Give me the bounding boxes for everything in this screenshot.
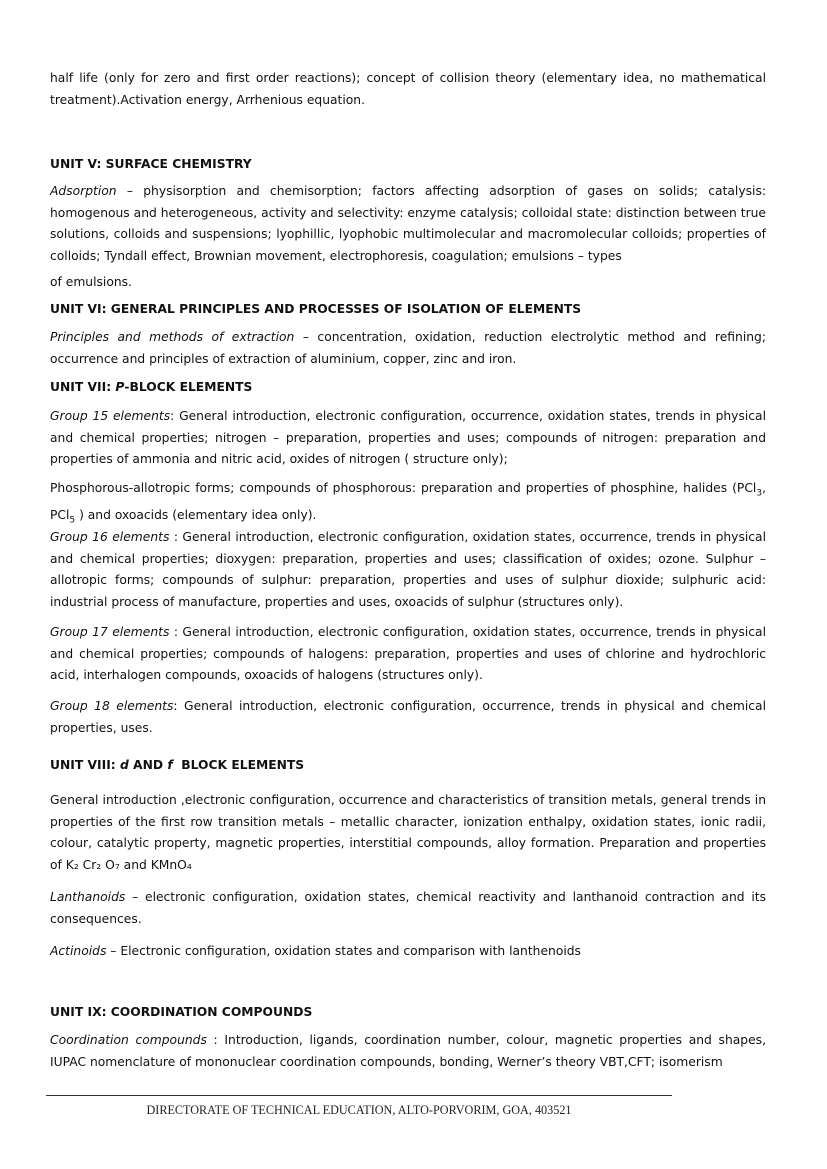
phos-sub-5: 5 (69, 515, 76, 526)
group17-paragraph (50, 622, 766, 687)
unit6-paragraph (50, 327, 766, 370)
group16-paragraph (50, 527, 766, 613)
unit8-general-paragraph (50, 790, 766, 876)
unit8-heading (50, 755, 766, 777)
group18-body: : General introduction, electronic configuration, occurrence, trends in physical and chemical properties, uses. (50, 699, 766, 735)
unit8-heading-suffix: BLOCK ELEMENTS (172, 758, 305, 772)
group16-lead: Group 16 elements (50, 530, 170, 544)
unit5-lead: Adsorption (50, 184, 117, 198)
phos-text-c: ) and oxoacids (elementary idea only). (75, 507, 317, 522)
lanthanoids-lead: Lanthanoids (50, 890, 126, 904)
group15-lead: Group 15 elements (50, 409, 171, 423)
unit9-body: : Introduction, ligands, coordination number, colour, magnetic properties and shapes, IUPAC nomenclature of mononuclear coordination compounds, bonding, Werner’s theory VBT,CFT; isomerism (50, 1033, 766, 1069)
footer-rule (46, 1095, 672, 1096)
actinoids-body: – Electronic configuration, oxidation states and comparison with lanthenoids (106, 944, 581, 958)
group17-body: : General introduction, electronic configuration, oxidation states, occurrence, trends in physical and chemical properties; compounds of halogens: preparation, properties and uses of chlorine and hydrochloric acid, interhalogen compounds, oxoacids of halogens (structures only). (50, 625, 766, 682)
group18-paragraph (50, 696, 766, 739)
unit7-heading-prefix: UNIT VII: (50, 380, 116, 394)
unit5-heading: UNIT V: SURFACE CHEMISTRY (50, 157, 252, 171)
unit5-body: – physisorption and chemisorption; factors affecting adsorption of gases on solids; catalysis: homogenous and heterogeneous, activity and selectivity: enzyme catalysis; colloidal state: distinction between true solutions, colloids and suspensions; lyophillic, lyophobic multimolecular and macromolecular colloids; properties of colloids; Tyndall effect, Brownian movement, electrophoresis, coagulation; emulsions – types (50, 184, 766, 263)
unit6-heading: UNIT VI: GENERAL PRINCIPLES AND PROCESSES OF ISOLATION OF ELEMENTS (50, 302, 582, 316)
unit8-heading-f: f (167, 758, 173, 772)
unit7-heading-p: P (115, 380, 125, 394)
group18-lead: Group 18 elements (50, 699, 174, 713)
phos-text-a: Phosphorous-allotropic forms; compounds of phosphorous: preparation and properties of phosphine, halides (PCl (50, 481, 757, 495)
phosphorous-paragraph (50, 478, 766, 532)
unit7-heading (50, 377, 766, 399)
phos-text-b: , PCl (50, 481, 766, 522)
intro-paragraph (50, 68, 766, 111)
unit5-tail: of emulsions. (50, 275, 132, 289)
unit9-lead: Coordination compounds (50, 1033, 207, 1047)
unit7-heading-suffix: -BLOCK ELEMENTS (124, 380, 253, 394)
unit6-body: – concentration, oxidation, reduction electrolytic method and refining; occurrence and principles of extraction of aluminium, copper, zinc and iron. (50, 330, 766, 366)
unit5-paragraph (50, 181, 766, 267)
lanthanoids-paragraph (50, 887, 766, 930)
group15-body: : General introduction, electronic configuration, occurrence, oxidation states, trends in physical and chemical properties; nitrogen – preparation, properties and uses; compounds of nitrogen: preparation and properties of ammonia and nitric acid, oxides of nitrogen ( structure only); (50, 409, 766, 466)
group17-lead: Group 17 elements (50, 625, 170, 639)
unit9-heading: UNIT IX: COORDINATION COMPOUNDS (50, 1005, 313, 1019)
unit8-heading-prefix: UNIT VIII: (50, 758, 120, 772)
unit8-heading-d: d (119, 758, 129, 772)
page-footer: DIRECTORATE OF TECHNICAL EDUCATION, ALTO-PORVORIM, GOA, 403521 (146, 1103, 572, 1117)
unit8-heading-and: AND (128, 758, 168, 772)
intro-text: half life (only for zero and first order reactions); concept of collision theory (elementary idea, no mathematical treatment).Activation energy, Arrhenious equation. (50, 71, 766, 107)
unit6-lead: Principles and methods of extraction (50, 330, 295, 344)
actinoids-paragraph (50, 941, 766, 963)
group16-body: : General introduction, electronic configuration, oxidation states, occurrence, trends in physical and chemical properties; dioxygen: preparation, properties and uses; classification of oxides; ozone. Sulphur – allotropic forms; compounds of sulphur: preparation, properties and uses of sulphur dioxide; sulphuric acid: industrial process of manufacture, properties and uses, oxoacids of sulphur (structures only). (50, 530, 766, 609)
unit8-general-text: General introduction ,electronic configuration, occurrence and characteristics of transition metals, general trends in properties of the first row transition metals – metallic character, ionization enthalpy, oxidation states, ionic radii, colour, catalytic property, magnetic properties, interstitial compounds, alloy formation. Preparation and properties of K₂ Cr₂ O₇ and KMnO₄ (50, 793, 766, 872)
group15-paragraph (50, 406, 766, 471)
phos-sub-3: 3 (756, 488, 763, 499)
lanthanoids-body: – electronic configuration, oxidation states, chemical reactivity and lanthanoid contraction and its consequences. (50, 890, 766, 926)
unit9-paragraph (50, 1030, 766, 1073)
actinoids-lead: Actinoids (50, 944, 107, 958)
